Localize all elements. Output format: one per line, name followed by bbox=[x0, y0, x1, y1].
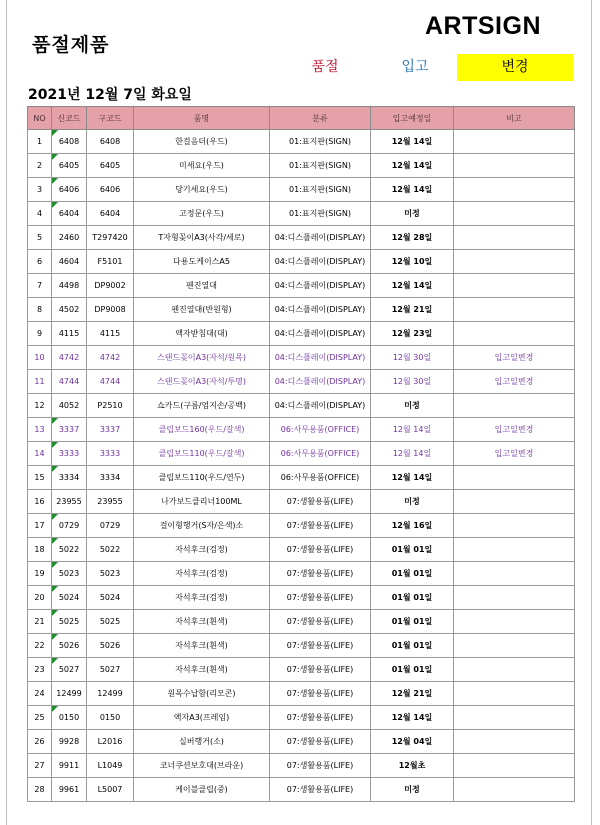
cell-note bbox=[454, 610, 575, 634]
table-row bbox=[28, 298, 575, 322]
cell-no: 27 bbox=[28, 754, 52, 778]
header-product-name: 품명 bbox=[134, 107, 270, 130]
cell-new-code: 4052 bbox=[52, 394, 87, 418]
table-row bbox=[28, 778, 575, 802]
legend-defect: 품절 bbox=[311, 59, 339, 75]
cell-eta: 12월 21일 bbox=[371, 298, 454, 322]
table-header-row bbox=[28, 107, 575, 130]
cell-eta: 12월 28일 bbox=[371, 226, 454, 250]
table-row bbox=[28, 730, 575, 754]
cell-category: 01:표지판(SIGN) bbox=[270, 154, 371, 178]
stock-table bbox=[27, 106, 575, 802]
cell-old-code: 5027 bbox=[87, 658, 134, 682]
cell-eta: 12월 14일 bbox=[371, 418, 454, 442]
table-row bbox=[28, 178, 575, 202]
legend-change: 변경 bbox=[457, 54, 573, 81]
table-row bbox=[28, 610, 575, 634]
cell-new-code: 0729 bbox=[52, 514, 87, 538]
table-row bbox=[28, 538, 575, 562]
table-row bbox=[28, 658, 575, 682]
cell-note bbox=[454, 178, 575, 202]
cell-note bbox=[454, 586, 575, 610]
cell-no: 28 bbox=[28, 778, 52, 802]
table-row bbox=[28, 754, 575, 778]
cell-no: 4 bbox=[28, 202, 52, 226]
cell-category: 06:사무용품(OFFICE) bbox=[270, 442, 371, 466]
cell-old-code: 12499 bbox=[87, 682, 134, 706]
cell-eta: 12월 14일 bbox=[371, 706, 454, 730]
cell-new-code: 4115 bbox=[52, 322, 87, 346]
cell-note bbox=[454, 658, 575, 682]
table-row bbox=[28, 322, 575, 346]
cell-category: 06:사무용품(OFFICE) bbox=[270, 466, 371, 490]
cell-category: 07:생활용품(LIFE) bbox=[270, 634, 371, 658]
cell-eta: 미정 bbox=[371, 394, 454, 418]
cell-no: 19 bbox=[28, 562, 52, 586]
cell-new-code: 6408 bbox=[52, 130, 87, 154]
page-title: 품절제품 bbox=[32, 34, 110, 56]
cell-old-code: 5022 bbox=[87, 538, 134, 562]
table-row bbox=[28, 202, 575, 226]
cell-eta: 미정 bbox=[371, 202, 454, 226]
cell-no: 6 bbox=[28, 250, 52, 274]
cell-product-name: 액자받침대(대) bbox=[134, 322, 270, 346]
cell-new-code: 12499 bbox=[52, 682, 87, 706]
cell-no: 26 bbox=[28, 730, 52, 754]
cell-product-name: 액자A3(프레임) bbox=[134, 706, 270, 730]
cell-product-name: 펜진열대(반원형) bbox=[134, 298, 270, 322]
table-row bbox=[28, 706, 575, 730]
cell-note bbox=[454, 274, 575, 298]
cell-no: 3 bbox=[28, 178, 52, 202]
cell-old-code: F5101 bbox=[87, 250, 134, 274]
cell-old-code: 0150 bbox=[87, 706, 134, 730]
cell-new-code: 4502 bbox=[52, 298, 87, 322]
cell-note: 입고일변경 bbox=[454, 418, 575, 442]
cell-note bbox=[454, 754, 575, 778]
cell-note bbox=[454, 202, 575, 226]
table-row bbox=[28, 490, 575, 514]
cell-eta: 01월 01일 bbox=[371, 538, 454, 562]
cell-product-name: 클립보드110(우드/연두) bbox=[134, 466, 270, 490]
cell-note bbox=[454, 466, 575, 490]
cell-product-name: 고정문(우드) bbox=[134, 202, 270, 226]
cell-old-code: 3333 bbox=[87, 442, 134, 466]
cell-old-code: L5007 bbox=[87, 778, 134, 802]
cell-eta: 12월 14일 bbox=[371, 274, 454, 298]
cell-old-code: 6405 bbox=[87, 154, 134, 178]
cell-eta: 12월 23일 bbox=[371, 322, 454, 346]
cell-eta: 01월 01일 bbox=[371, 610, 454, 634]
cell-product-name: 미세요(우드) bbox=[134, 154, 270, 178]
cell-product-name: 한걸음더(우드) bbox=[134, 130, 270, 154]
cell-new-code: 9928 bbox=[52, 730, 87, 754]
cell-product-name: 원목수납함(리모콘) bbox=[134, 682, 270, 706]
cell-category: 07:생활용품(LIFE) bbox=[270, 562, 371, 586]
cell-category: 07:생활용품(LIFE) bbox=[270, 706, 371, 730]
cell-product-name: 클립보드110(우드/갈색) bbox=[134, 442, 270, 466]
cell-new-code: 4744 bbox=[52, 370, 87, 394]
cell-old-code: 5026 bbox=[87, 634, 134, 658]
cell-new-code: 4604 bbox=[52, 250, 87, 274]
cell-new-code: 5026 bbox=[52, 634, 87, 658]
table-row bbox=[28, 466, 575, 490]
cell-note bbox=[454, 562, 575, 586]
cell-product-name: 자석후크(흰색) bbox=[134, 658, 270, 682]
cell-eta: 01월 01일 bbox=[371, 634, 454, 658]
header-category: 분류 bbox=[270, 107, 371, 130]
cell-no: 23 bbox=[28, 658, 52, 682]
cell-no: 8 bbox=[28, 298, 52, 322]
cell-product-name: 자석후크(검정) bbox=[134, 538, 270, 562]
table-row bbox=[28, 346, 575, 370]
cell-old-code: 23955 bbox=[87, 490, 134, 514]
cell-eta: 01월 01일 bbox=[371, 586, 454, 610]
cell-eta: 12월 21일 bbox=[371, 682, 454, 706]
cell-product-name: 자석후크(흰색) bbox=[134, 634, 270, 658]
cell-category: 07:생활용품(LIFE) bbox=[270, 778, 371, 802]
cell-category: 04:디스플레이(DISPLAY) bbox=[270, 250, 371, 274]
cell-new-code: 5027 bbox=[52, 658, 87, 682]
cell-product-name: 다용도케이스A5 bbox=[134, 250, 270, 274]
cell-note bbox=[454, 778, 575, 802]
table-row bbox=[28, 226, 575, 250]
cell-category: 07:생활용품(LIFE) bbox=[270, 682, 371, 706]
cell-old-code: 0729 bbox=[87, 514, 134, 538]
cell-old-code: 6408 bbox=[87, 130, 134, 154]
cell-category: 07:생활용품(LIFE) bbox=[270, 586, 371, 610]
cell-old-code: DP9008 bbox=[87, 298, 134, 322]
cell-note bbox=[454, 226, 575, 250]
cell-new-code: 4498 bbox=[52, 274, 87, 298]
table-row bbox=[28, 370, 575, 394]
cell-category: 01:표지판(SIGN) bbox=[270, 202, 371, 226]
header-old-code: 구코드 bbox=[87, 107, 134, 130]
cell-no: 14 bbox=[28, 442, 52, 466]
table-row bbox=[28, 130, 575, 154]
cell-old-code: DP9002 bbox=[87, 274, 134, 298]
cell-no: 2 bbox=[28, 154, 52, 178]
legend-inbound: 입고 bbox=[401, 59, 429, 75]
cell-new-code: 5023 bbox=[52, 562, 87, 586]
cell-note bbox=[454, 298, 575, 322]
cell-eta: 01월 01일 bbox=[371, 658, 454, 682]
cell-old-code: 6406 bbox=[87, 178, 134, 202]
cell-old-code: T297420 bbox=[87, 226, 134, 250]
cell-eta: 12월 30일 bbox=[371, 346, 454, 370]
cell-eta: 12월 04일 bbox=[371, 730, 454, 754]
cell-category: 06:사무용품(OFFICE) bbox=[270, 418, 371, 442]
cell-new-code: 5022 bbox=[52, 538, 87, 562]
cell-old-code: 5024 bbox=[87, 586, 134, 610]
cell-category: 07:생활용품(LIFE) bbox=[270, 514, 371, 538]
cell-note bbox=[454, 250, 575, 274]
cell-new-code: 6405 bbox=[52, 154, 87, 178]
cell-no: 12 bbox=[28, 394, 52, 418]
cell-note: 입고일변경 bbox=[454, 346, 575, 370]
cell-new-code: 23955 bbox=[52, 490, 87, 514]
cell-product-name: 클립보드160(우드/갈색) bbox=[134, 418, 270, 442]
cell-category: 07:생활용품(LIFE) bbox=[270, 730, 371, 754]
table-row bbox=[28, 634, 575, 658]
brand-logo: ARTSIGN bbox=[425, 12, 541, 40]
cell-old-code: 4742 bbox=[87, 346, 134, 370]
cell-category: 07:생활용품(LIFE) bbox=[270, 658, 371, 682]
cell-note bbox=[454, 706, 575, 730]
cell-product-name: T자형꽂이A3(사각/세로) bbox=[134, 226, 270, 250]
cell-product-name: 스탠드꽂이A3(자석/원목) bbox=[134, 346, 270, 370]
cell-no: 1 bbox=[28, 130, 52, 154]
cell-new-code: 2460 bbox=[52, 226, 87, 250]
cell-eta: 12월 14일 bbox=[371, 466, 454, 490]
cell-new-code: 6406 bbox=[52, 178, 87, 202]
table-row bbox=[28, 274, 575, 298]
cell-no: 5 bbox=[28, 226, 52, 250]
cell-no: 7 bbox=[28, 274, 52, 298]
cell-no: 25 bbox=[28, 706, 52, 730]
cell-category: 01:표지판(SIGN) bbox=[270, 178, 371, 202]
cell-note bbox=[454, 730, 575, 754]
cell-category: 04:디스플레이(DISPLAY) bbox=[270, 274, 371, 298]
cell-eta: 12월 14일 bbox=[371, 442, 454, 466]
cell-no: 16 bbox=[28, 490, 52, 514]
cell-category: 01:표지판(SIGN) bbox=[270, 130, 371, 154]
cell-new-code: 6404 bbox=[52, 202, 87, 226]
cell-no: 24 bbox=[28, 682, 52, 706]
cell-eta: 12월 10일 bbox=[371, 250, 454, 274]
cell-old-code: L1049 bbox=[87, 754, 134, 778]
cell-product-name: 자석후크(흰색) bbox=[134, 610, 270, 634]
cell-old-code: 5023 bbox=[87, 562, 134, 586]
cell-old-code: 5025 bbox=[87, 610, 134, 634]
cell-old-code: 4744 bbox=[87, 370, 134, 394]
cell-category: 04:디스플레이(DISPLAY) bbox=[270, 346, 371, 370]
cell-note: 입고일변경 bbox=[454, 370, 575, 394]
table-row bbox=[28, 442, 575, 466]
cell-category: 04:디스플레이(DISPLAY) bbox=[270, 370, 371, 394]
cell-eta: 12월 14일 bbox=[371, 178, 454, 202]
cell-no: 15 bbox=[28, 466, 52, 490]
cell-product-name: 쇼카드(구름/엄지손/공백) bbox=[134, 394, 270, 418]
cell-note bbox=[454, 394, 575, 418]
cell-new-code: 3337 bbox=[52, 418, 87, 442]
cell-product-name: 케이블클립(중) bbox=[134, 778, 270, 802]
cell-note bbox=[454, 682, 575, 706]
cell-no: 13 bbox=[28, 418, 52, 442]
cell-category: 04:디스플레이(DISPLAY) bbox=[270, 226, 371, 250]
cell-product-name: 코너쿠션보호대(브라운) bbox=[134, 754, 270, 778]
cell-category: 07:생활용품(LIFE) bbox=[270, 490, 371, 514]
header-new-code: 신코드 bbox=[52, 107, 87, 130]
cell-product-name: 자석후크(검정) bbox=[134, 586, 270, 610]
cell-note bbox=[454, 634, 575, 658]
table-row bbox=[28, 394, 575, 418]
cell-old-code: 3334 bbox=[87, 466, 134, 490]
table-row bbox=[28, 418, 575, 442]
cell-note bbox=[454, 514, 575, 538]
cell-note bbox=[454, 538, 575, 562]
cell-category: 04:디스플레이(DISPLAY) bbox=[270, 298, 371, 322]
cell-no: 22 bbox=[28, 634, 52, 658]
cell-no: 10 bbox=[28, 346, 52, 370]
table-row bbox=[28, 154, 575, 178]
cell-no: 21 bbox=[28, 610, 52, 634]
cell-category: 07:생활용품(LIFE) bbox=[270, 538, 371, 562]
cell-new-code: 0150 bbox=[52, 706, 87, 730]
cell-product-name: 스탠드꽂이A3(자석/투명) bbox=[134, 370, 270, 394]
table-row bbox=[28, 250, 575, 274]
header-no: NO bbox=[28, 107, 52, 130]
cell-category: 04:디스플레이(DISPLAY) bbox=[270, 322, 371, 346]
cell-eta: 12월 14일 bbox=[371, 130, 454, 154]
table-row bbox=[28, 514, 575, 538]
cell-eta: 미정 bbox=[371, 778, 454, 802]
cell-old-code: 4115 bbox=[87, 322, 134, 346]
cell-old-code: L2016 bbox=[87, 730, 134, 754]
cell-no: 9 bbox=[28, 322, 52, 346]
cell-note bbox=[454, 322, 575, 346]
cell-no: 18 bbox=[28, 538, 52, 562]
cell-old-code: 3337 bbox=[87, 418, 134, 442]
cell-note: 입고일변경 bbox=[454, 442, 575, 466]
cell-no: 17 bbox=[28, 514, 52, 538]
cell-new-code: 9961 bbox=[52, 778, 87, 802]
cell-new-code: 4742 bbox=[52, 346, 87, 370]
cell-product-name: 나가보드클리너100ML bbox=[134, 490, 270, 514]
cell-category: 07:생활용품(LIFE) bbox=[270, 610, 371, 634]
cell-new-code: 5025 bbox=[52, 610, 87, 634]
cell-no: 11 bbox=[28, 370, 52, 394]
cell-new-code: 3334 bbox=[52, 466, 87, 490]
report-date: 2021년 12월 7일 화요일 bbox=[28, 87, 192, 103]
header-eta: 입고예정일 bbox=[371, 107, 454, 130]
cell-old-code: 6404 bbox=[87, 202, 134, 226]
cell-new-code: 5024 bbox=[52, 586, 87, 610]
cell-eta: 12월 16일 bbox=[371, 514, 454, 538]
cell-old-code: P2510 bbox=[87, 394, 134, 418]
cell-note bbox=[454, 130, 575, 154]
cell-product-name: 자석후크(검정) bbox=[134, 562, 270, 586]
cell-eta: 12월초 bbox=[371, 754, 454, 778]
cell-new-code: 9911 bbox=[52, 754, 87, 778]
table-row bbox=[28, 682, 575, 706]
cell-product-name: 펜진열대 bbox=[134, 274, 270, 298]
cell-note bbox=[454, 490, 575, 514]
cell-product-name: 당기세요(우드) bbox=[134, 178, 270, 202]
cell-new-code: 3333 bbox=[52, 442, 87, 466]
header-note: 비고 bbox=[454, 107, 575, 130]
cell-eta: 미정 bbox=[371, 490, 454, 514]
table-row bbox=[28, 562, 575, 586]
cell-category: 04:디스플레이(DISPLAY) bbox=[270, 394, 371, 418]
cell-product-name: 실버행거(소) bbox=[134, 730, 270, 754]
cell-eta: 12월 14일 bbox=[371, 154, 454, 178]
cell-note bbox=[454, 154, 575, 178]
cell-eta: 01월 01일 bbox=[371, 562, 454, 586]
table-row bbox=[28, 586, 575, 610]
cell-product-name: 걸이형행거(S자/은색)소 bbox=[134, 514, 270, 538]
cell-category: 07:생활용품(LIFE) bbox=[270, 754, 371, 778]
cell-eta: 12월 30일 bbox=[371, 370, 454, 394]
cell-no: 20 bbox=[28, 586, 52, 610]
